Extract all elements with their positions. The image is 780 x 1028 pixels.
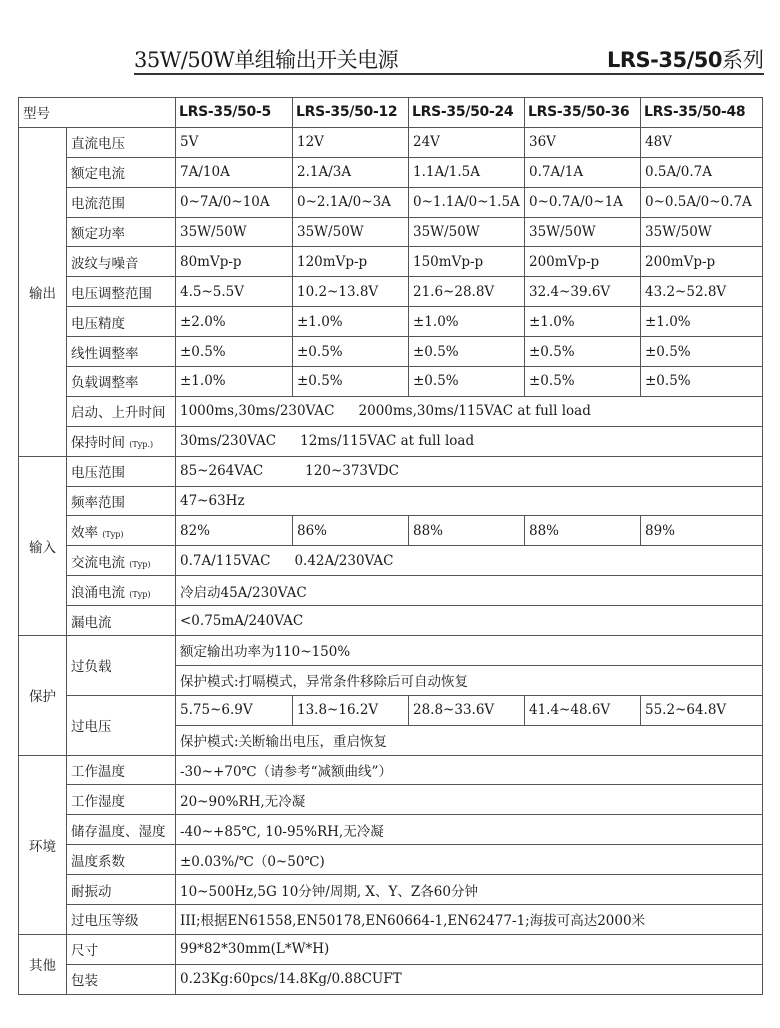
value-cell: ±1.0% bbox=[641, 307, 763, 337]
value-cell: 48V bbox=[641, 127, 763, 157]
row-label: 负载调整率 bbox=[67, 367, 176, 397]
value-cell: 35W/50W bbox=[641, 217, 763, 247]
value-cell: 41.4~48.6V bbox=[525, 695, 641, 725]
table-row bbox=[19, 964, 763, 994]
value-cell: 120mVp-p bbox=[293, 247, 409, 277]
value-cell: 150mVp-p bbox=[409, 247, 525, 277]
value-cell: ±0.5% bbox=[176, 337, 293, 367]
table-row bbox=[19, 815, 763, 845]
value-cell: 88% bbox=[409, 516, 525, 546]
value-cell: ±0.5% bbox=[641, 337, 763, 367]
table-row bbox=[19, 606, 763, 636]
value-cell: 0~7A/0~10A bbox=[176, 187, 293, 217]
row-label: 启动、上升时间 bbox=[67, 396, 176, 426]
value-cell bbox=[176, 456, 763, 486]
row-label: 尺寸 bbox=[67, 934, 176, 964]
table-row bbox=[19, 456, 763, 486]
value-cell: 35W/50W bbox=[409, 217, 525, 247]
row-label: 电流范围 bbox=[67, 187, 176, 217]
value-cell: 额定输出功率为110~150% bbox=[176, 636, 763, 666]
value-cell: 0~1.1A/0~1.5A bbox=[409, 187, 525, 217]
row-label: 过电压 bbox=[67, 695, 176, 755]
table-row bbox=[19, 217, 763, 247]
value-cell: 5.75~6.9V bbox=[176, 695, 293, 725]
typ-note: (Typ.) bbox=[129, 440, 154, 450]
table-row bbox=[19, 695, 763, 725]
value-cell: 200mVp-p bbox=[641, 247, 763, 277]
value-cell: 82% bbox=[176, 516, 293, 546]
value-cell: 12V bbox=[293, 127, 409, 157]
value-cell: ±0.5% bbox=[409, 337, 525, 367]
value-cell: 86% bbox=[293, 516, 409, 546]
value-cell: ±0.5% bbox=[525, 337, 641, 367]
row-label: 电压范围 bbox=[67, 456, 176, 486]
value-cell bbox=[176, 396, 763, 426]
value-cell: 0.7A/1A bbox=[525, 157, 641, 187]
row-label: 额定电流 bbox=[67, 157, 176, 187]
series-suffix: 系列 bbox=[722, 48, 764, 72]
row-label: 直流电压 bbox=[67, 127, 176, 157]
ac-label: 交流电流 bbox=[71, 554, 125, 571]
value-cell: 80mVp-p bbox=[176, 247, 293, 277]
table-row bbox=[19, 396, 763, 426]
row-label: 包装 bbox=[67, 964, 176, 994]
value-cell: ±0.5% bbox=[641, 367, 763, 397]
value-cell: 13.8~16.2V bbox=[293, 695, 409, 725]
value-cell: 200mVp-p bbox=[525, 247, 641, 277]
model-cell: LRS-35/50-24 bbox=[409, 98, 525, 128]
page-header bbox=[134, 40, 764, 74]
header-row bbox=[19, 98, 763, 128]
value-cell: ±1.0% bbox=[176, 367, 293, 397]
value-cell: 0~0.5A/0~0.7A bbox=[641, 187, 763, 217]
ac-a: 0.7A/115VAC bbox=[180, 552, 271, 569]
model-cell: LRS-35/50-5 bbox=[176, 98, 293, 128]
row-label: 储存温度、湿度 bbox=[67, 815, 176, 845]
group-other: 其他 bbox=[19, 934, 67, 994]
value-cell: 88% bbox=[525, 516, 641, 546]
table-row bbox=[19, 755, 763, 785]
eff-label: 效率 bbox=[71, 524, 98, 541]
value-cell: 99*82*30mm(L*W*H) bbox=[176, 934, 763, 964]
value-cell bbox=[176, 546, 763, 576]
row-label: 过电压等级 bbox=[67, 905, 176, 935]
value-cell: 20~90%RH,无冷凝 bbox=[176, 785, 763, 815]
value-cell: 89% bbox=[641, 516, 763, 546]
value-cell: 0.5A/0.7A bbox=[641, 157, 763, 187]
table-row bbox=[19, 875, 763, 905]
value-cell: 0~2.1A/0~3A bbox=[293, 187, 409, 217]
row-label: 工作温度 bbox=[67, 755, 176, 785]
table-row bbox=[19, 576, 763, 606]
group-output: 输出 bbox=[19, 127, 67, 456]
model-cell: LRS-35/50-48 bbox=[641, 98, 763, 128]
value-cell: ±0.5% bbox=[293, 337, 409, 367]
value-cell: -40~+85℃, 10-95%RH,无冷凝 bbox=[176, 815, 763, 845]
row-label: 过负载 bbox=[67, 636, 176, 696]
row-label: 温度系数 bbox=[67, 845, 176, 875]
typ-note: (Typ) bbox=[129, 559, 151, 569]
row-label: 漏电流 bbox=[67, 606, 176, 636]
table-row bbox=[19, 845, 763, 875]
value-cell bbox=[176, 426, 763, 456]
model-cell: LRS-35/50-12 bbox=[293, 98, 409, 128]
input-voltage-a: 85~264VAC bbox=[180, 463, 264, 480]
hold-time-label: 保持时间 bbox=[71, 435, 125, 452]
spec-table bbox=[18, 97, 763, 995]
table-row bbox=[19, 247, 763, 277]
table-row bbox=[19, 516, 763, 546]
value-cell: 冷启动45A/230VAC bbox=[176, 576, 763, 606]
value-cell: 0.23Kg:60pcs/14.8Kg/0.88CUFT bbox=[176, 964, 763, 994]
table-row bbox=[19, 785, 763, 815]
row-label: 工作湿度 bbox=[67, 785, 176, 815]
row-label: 电压调整范围 bbox=[67, 277, 176, 307]
value-cell: 24V bbox=[409, 127, 525, 157]
row-label bbox=[67, 546, 176, 576]
value-cell: ±0.5% bbox=[293, 367, 409, 397]
series-model: LRS-35/50 bbox=[606, 48, 722, 72]
value-cell: 36V bbox=[525, 127, 641, 157]
rise-time-a: 1000ms,30ms/230VAC bbox=[180, 403, 335, 420]
value-cell: 28.8~33.6V bbox=[409, 695, 525, 725]
value-cell: ±1.0% bbox=[525, 307, 641, 337]
table-row bbox=[19, 157, 763, 187]
value-cell: ±0.5% bbox=[409, 367, 525, 397]
table-row bbox=[19, 307, 763, 337]
value-cell: ±0.5% bbox=[525, 367, 641, 397]
row-label: 频率范围 bbox=[67, 486, 176, 516]
value-cell: ±0.03%/℃（0~50℃) bbox=[176, 845, 763, 875]
table-row bbox=[19, 426, 763, 456]
value-cell: 0~0.7A/0~1A bbox=[525, 187, 641, 217]
row-label: 额定功率 bbox=[67, 217, 176, 247]
table-row bbox=[19, 546, 763, 576]
group-protection: 保护 bbox=[19, 636, 67, 756]
table-row bbox=[19, 934, 763, 964]
row-label: 电压精度 bbox=[67, 307, 176, 337]
page-title: 35W/50W单组输出开关电源 bbox=[134, 48, 399, 72]
model-label: 型号 bbox=[19, 98, 176, 128]
value-cell: 1.1A/1.5A bbox=[409, 157, 525, 187]
value-cell: <0.75mA/240VAC bbox=[176, 606, 763, 636]
value-cell: 2.1A/3A bbox=[293, 157, 409, 187]
value-cell: 10.2~13.8V bbox=[293, 277, 409, 307]
value-cell: 47~63Hz bbox=[176, 486, 763, 516]
value-cell: 10~500Hz,5G 10分钟/周期, X、Y、Z各60分钟 bbox=[176, 875, 763, 905]
row-label: 耐振动 bbox=[67, 875, 176, 905]
inrush-label: 浪涌电流 bbox=[71, 584, 125, 601]
value-cell: 55.2~64.8V bbox=[641, 695, 763, 725]
row-label: 波纹与噪音 bbox=[67, 247, 176, 277]
table-row bbox=[19, 486, 763, 516]
value-cell: 32.4~39.6V bbox=[525, 277, 641, 307]
typ-note: (Typ) bbox=[102, 529, 124, 539]
value-cell: 5V bbox=[176, 127, 293, 157]
row-label: 线性调整率 bbox=[67, 337, 176, 367]
group-input: 输入 bbox=[19, 456, 67, 635]
table-row bbox=[19, 636, 763, 666]
typ-note: (Typ) bbox=[129, 589, 151, 599]
hold-time-b: 12ms/115VAC at full load bbox=[300, 433, 475, 450]
table-row bbox=[19, 187, 763, 217]
row-label bbox=[67, 576, 176, 606]
value-cell: ±2.0% bbox=[176, 307, 293, 337]
series-label bbox=[607, 44, 764, 74]
row-label bbox=[67, 426, 176, 456]
row-label bbox=[67, 516, 176, 546]
value-cell: III;根据EN61558,EN50178,EN60664-1,EN62477-1;海拔可高达2000米 bbox=[176, 905, 763, 935]
model-cell: LRS-35/50-36 bbox=[525, 98, 641, 128]
header-rule bbox=[134, 73, 764, 75]
table-row bbox=[19, 277, 763, 307]
hold-time-a: 30ms/230VAC bbox=[180, 433, 277, 450]
group-environment: 环境 bbox=[19, 755, 67, 934]
table-row bbox=[19, 337, 763, 367]
value-cell: ±1.0% bbox=[409, 307, 525, 337]
table-row bbox=[19, 367, 763, 397]
table-row bbox=[19, 905, 763, 935]
value-cell: 35W/50W bbox=[293, 217, 409, 247]
input-voltage-b: 120~373VDC bbox=[305, 463, 399, 480]
table-row bbox=[19, 127, 763, 157]
value-cell: 35W/50W bbox=[176, 217, 293, 247]
value-cell: -30~+70℃（请参考“减额曲线”） bbox=[176, 755, 763, 785]
value-cell: 保护模式:打嗝模式，异常条件移除后可自动恢复 bbox=[176, 665, 763, 695]
value-cell: 4.5~5.5V bbox=[176, 277, 293, 307]
value-cell: ±1.0% bbox=[293, 307, 409, 337]
value-cell: 21.6~28.8V bbox=[409, 277, 525, 307]
rise-time-b: 2000ms,30ms/115VAC at full load bbox=[358, 403, 591, 420]
value-cell: 7A/10A bbox=[176, 157, 293, 187]
value-cell: 保护模式:关断输出电压，重启恢复 bbox=[176, 725, 763, 755]
ac-b: 0.42A/230VAC bbox=[294, 552, 394, 569]
value-cell: 35W/50W bbox=[525, 217, 641, 247]
value-cell: 43.2~52.8V bbox=[641, 277, 763, 307]
